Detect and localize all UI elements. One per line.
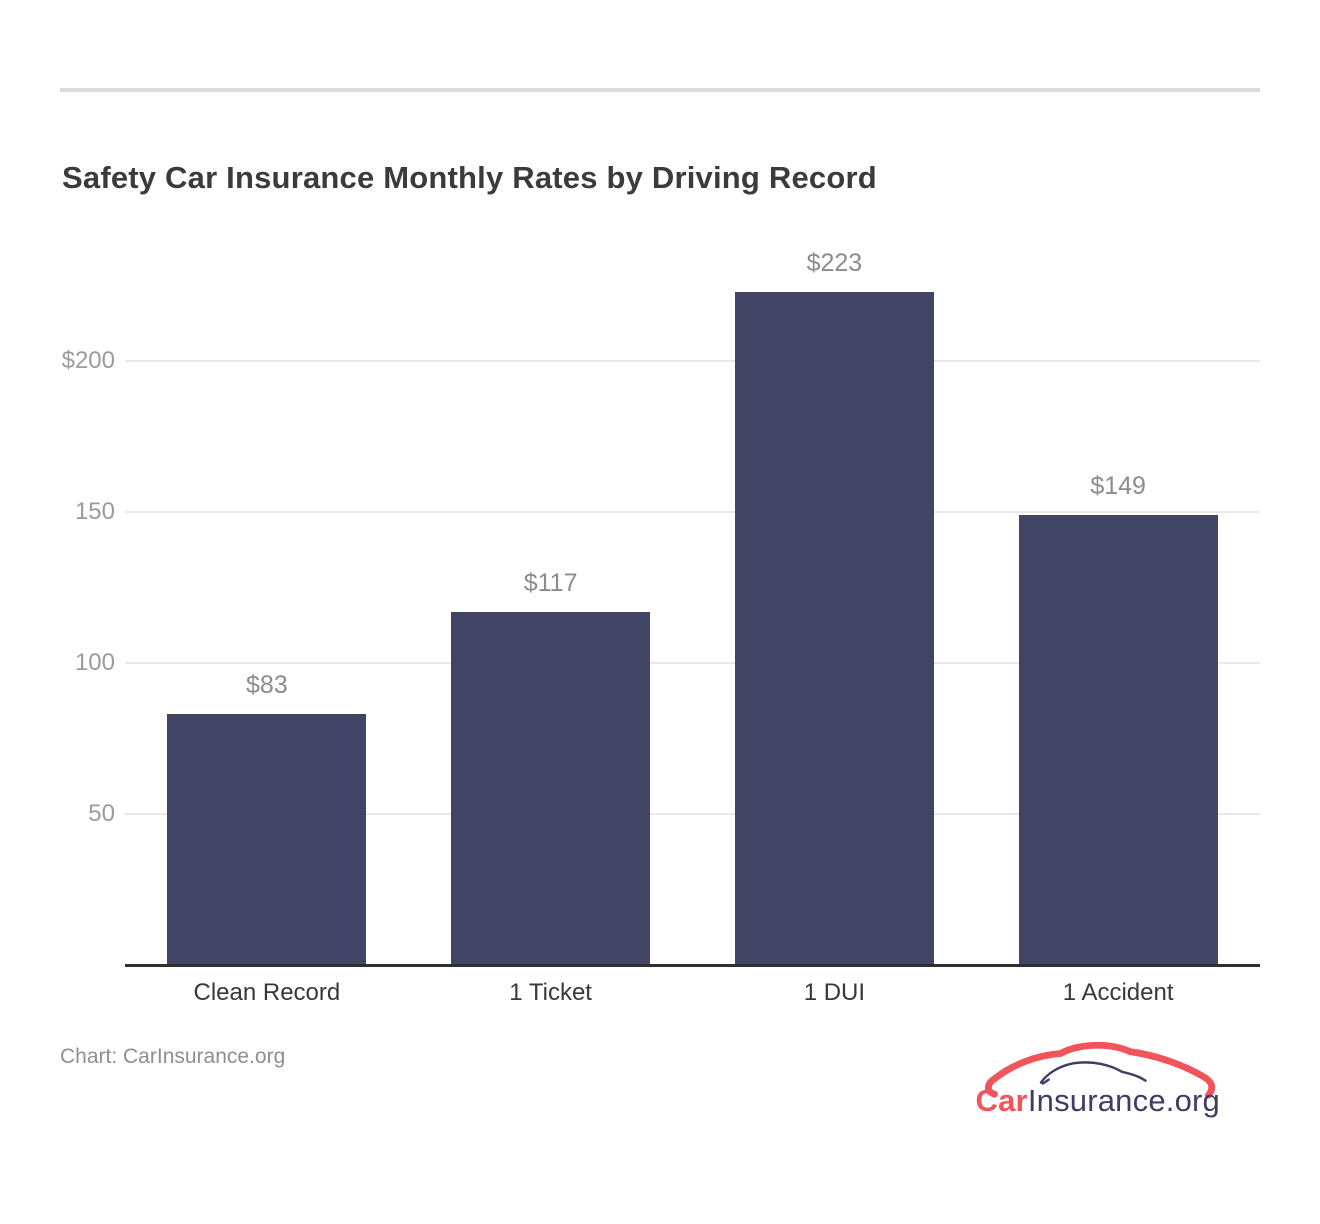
gridline-150 (125, 511, 1260, 513)
y-axis-tick-150: 150 (74, 498, 115, 525)
bar-value-label: $149 (1090, 472, 1146, 501)
y-axis-tick-50: 50 (88, 800, 115, 827)
bar-clean-record (167, 714, 366, 965)
y-axis-tick-100: 100 (74, 649, 115, 676)
y-axis-tick-200: $200 (61, 347, 115, 374)
logo-wordmark (976, 1084, 1220, 1118)
x-axis-label: 1 Ticket (509, 979, 592, 1006)
x-axis-label: 1 DUI (803, 979, 866, 1006)
bar-value-label: $83 (246, 671, 288, 700)
bar-1-accident (1019, 515, 1218, 965)
bar-value-label: $117 (523, 568, 578, 597)
carinsurance-logo (976, 1040, 1220, 1118)
x-axis-label: Clean Record (193, 979, 341, 1006)
x-axis-label: 1 Accident (1062, 979, 1174, 1006)
logo-text-car: Car (975, 1083, 1028, 1118)
bar-value-label: $223 (806, 248, 863, 277)
chart-credit: Chart: CarInsurance.org (60, 1045, 286, 1068)
bar-1-ticket (451, 612, 650, 965)
gridline-200 (125, 360, 1260, 362)
x-axis-line (125, 964, 1260, 967)
chart-title: Safety Car Insurance Monthly Rates by Driving Record (62, 160, 877, 195)
bar-1-dui (735, 292, 934, 965)
logo-text-insurance-org: Insurance.org (1027, 1083, 1220, 1118)
